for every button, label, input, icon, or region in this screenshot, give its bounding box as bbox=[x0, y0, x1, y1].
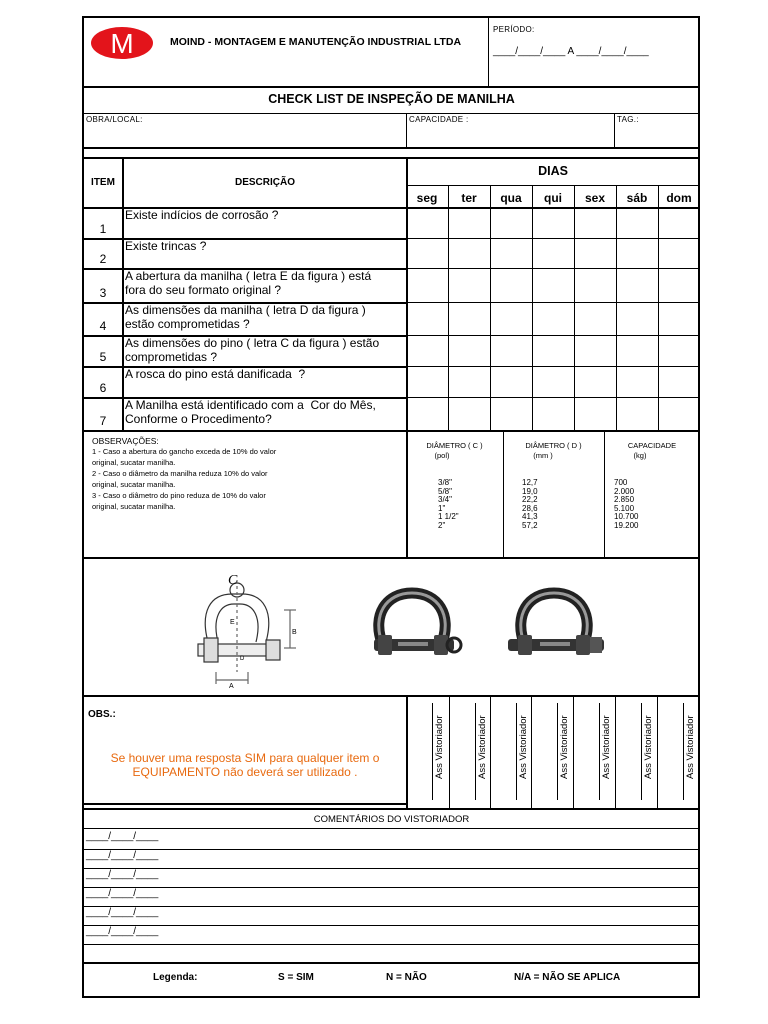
signature-label: Ass Vistoriador bbox=[643, 715, 654, 779]
item-description: As dimensões da manilha ( letra D da figura ) estão comprometidas ? bbox=[125, 303, 366, 331]
day-header-2: qua bbox=[500, 191, 522, 205]
signature-label: Ass Vistoriador bbox=[685, 715, 696, 779]
check-cell[interactable] bbox=[407, 239, 447, 267]
item-description: As dimensões do pino ( letra C da figura ) estão comprometidas ? bbox=[125, 336, 380, 364]
signature-field[interactable] bbox=[659, 700, 681, 800]
comment-date[interactable]: ____/____/____ bbox=[86, 831, 159, 842]
check-cell[interactable] bbox=[533, 269, 573, 301]
svg-text:D: D bbox=[240, 656, 245, 662]
check-cell[interactable] bbox=[407, 398, 447, 429]
spec-value: 22,2 bbox=[522, 495, 538, 504]
check-cell[interactable] bbox=[491, 336, 531, 365]
spec-value: 41,3 bbox=[522, 512, 538, 521]
comment-date[interactable]: ____/____/____ bbox=[86, 850, 159, 861]
signature-label: Ass Vistoriador bbox=[477, 715, 488, 779]
check-cell[interactable] bbox=[533, 336, 573, 365]
check-cell[interactable] bbox=[575, 367, 615, 396]
check-cell[interactable] bbox=[617, 398, 657, 429]
signature-label: Ass Vistoriador bbox=[601, 715, 612, 779]
comment-date[interactable]: ____/____/____ bbox=[86, 926, 159, 937]
period-label: PERÍODO: bbox=[493, 25, 535, 34]
check-cell[interactable] bbox=[575, 208, 615, 237]
spec-col3-header: CAPACIDADE bbox=[627, 441, 677, 450]
item-number: 5 bbox=[99, 350, 107, 364]
observation-line: 1 - Caso a abertura do gancho exceda de 10% do valor bbox=[92, 447, 277, 456]
svg-text:C: C bbox=[228, 573, 238, 588]
check-cell[interactable] bbox=[449, 269, 489, 301]
check-cell[interactable] bbox=[491, 398, 531, 429]
item-description: A rosca do pino está danificada ? bbox=[125, 367, 306, 381]
check-cell[interactable] bbox=[407, 336, 447, 365]
spec-value: 57,2 bbox=[522, 520, 538, 530]
check-cell[interactable] bbox=[449, 398, 489, 429]
check-cell[interactable] bbox=[575, 239, 615, 267]
check-cell[interactable] bbox=[617, 303, 657, 334]
spec-value: 19,0 bbox=[522, 486, 538, 496]
obra-local-label: OBRA/LOCAL: bbox=[86, 115, 143, 124]
svg-text:E: E bbox=[230, 619, 235, 626]
comment-date[interactable]: ____/____/____ bbox=[86, 869, 159, 880]
check-cell[interactable] bbox=[491, 367, 531, 396]
item-description: Existe indícios de corrosão ? bbox=[125, 208, 279, 222]
legend-nao: N = NÃO bbox=[386, 972, 427, 983]
svg-text:A: A bbox=[229, 683, 234, 690]
observation-line: original, sucatar manilha. bbox=[92, 480, 176, 489]
check-cell[interactable] bbox=[491, 208, 531, 237]
signature-field[interactable] bbox=[617, 700, 639, 800]
observation-line: 2 - Caso o diâmetro da manilha reduza 10% do valor bbox=[92, 469, 268, 478]
signature-label: Ass Vistoriador bbox=[559, 715, 570, 779]
spec-value: 3/8" bbox=[438, 478, 452, 487]
check-cell[interactable] bbox=[659, 303, 699, 334]
check-cell[interactable] bbox=[533, 398, 573, 429]
signature-label: Ass Vistoriador bbox=[518, 715, 529, 779]
check-cell[interactable] bbox=[575, 336, 615, 365]
item-description: A Manilha está identificado com a Cor do Mês, Conforme o Procedimento? bbox=[125, 398, 376, 426]
warning-line-2: EQUIPAMENTO não deverá ser utilizado . bbox=[132, 765, 358, 779]
day-header-6: dom bbox=[666, 191, 692, 205]
day-header-5: sáb bbox=[626, 191, 648, 205]
spec-value: 2.850 bbox=[614, 495, 635, 504]
check-cell[interactable] bbox=[449, 208, 489, 237]
company-logo bbox=[90, 26, 154, 60]
check-cell[interactable] bbox=[617, 208, 657, 237]
item-number: 4 bbox=[99, 319, 107, 333]
period-value[interactable]: ____/____/____ A ____/____/____ bbox=[493, 46, 649, 57]
check-cell[interactable] bbox=[575, 398, 615, 429]
check-cell[interactable] bbox=[575, 269, 615, 301]
page-title: CHECK LIST DE INSPEÇÃO DE MANILHA bbox=[268, 92, 515, 106]
check-cell[interactable] bbox=[617, 336, 657, 365]
item-number: 6 bbox=[99, 381, 107, 395]
signature-field[interactable] bbox=[492, 700, 514, 800]
spec-value: 10.700 bbox=[614, 512, 639, 521]
observation-line: 3 - Caso o diâmetro do pino reduza de 10% do valor bbox=[92, 491, 266, 500]
check-cell[interactable] bbox=[659, 239, 699, 267]
spec-value: 19.200 bbox=[614, 520, 639, 530]
spec-value: 28,6 bbox=[522, 503, 538, 513]
item-number: 7 bbox=[99, 414, 107, 428]
check-cell[interactable] bbox=[659, 336, 699, 365]
check-cell[interactable] bbox=[659, 398, 699, 429]
legend-sim: S = SIM bbox=[278, 972, 314, 983]
item-number: 1 bbox=[99, 222, 107, 236]
item-header: ITEM bbox=[91, 177, 115, 188]
legend-label: Legenda: bbox=[153, 972, 198, 983]
check-cell[interactable] bbox=[659, 367, 699, 396]
spec-value: 3/4" bbox=[438, 495, 452, 504]
comment-date[interactable]: ____/____/____ bbox=[86, 907, 159, 918]
check-cell[interactable] bbox=[491, 303, 531, 334]
check-cell[interactable] bbox=[407, 367, 447, 396]
day-header-0: seg bbox=[416, 191, 438, 205]
shackle-photo-1 bbox=[368, 585, 468, 665]
signature-field[interactable] bbox=[451, 700, 473, 800]
check-cell[interactable] bbox=[491, 269, 531, 301]
tag-label: TAG.: bbox=[617, 115, 639, 124]
check-cell[interactable] bbox=[449, 367, 489, 396]
check-cell[interactable] bbox=[491, 239, 531, 267]
observations-title: OBSERVAÇÕES: bbox=[92, 436, 159, 446]
shackle-photo-2 bbox=[506, 585, 606, 665]
check-cell[interactable] bbox=[407, 303, 447, 334]
spec-value: 2.000 bbox=[614, 486, 635, 496]
legend-na: N/A = NÃO SE APLICA bbox=[514, 972, 621, 983]
comments-title: COMENTÁRIOS DO VISTORIADOR bbox=[313, 814, 470, 825]
company-name: MOIND - MONTAGEM E MANUTENÇÃO INDUSTRIAL LTDA bbox=[170, 36, 462, 48]
check-cell[interactable] bbox=[407, 269, 447, 301]
obs-label: OBS.: bbox=[88, 709, 116, 720]
signature-field[interactable] bbox=[533, 700, 555, 800]
day-header-4: sex bbox=[584, 191, 606, 205]
spec-value: 5.100 bbox=[614, 503, 635, 513]
spec-col2-unit: (mm ) bbox=[533, 451, 553, 460]
spec-value: 12,7 bbox=[522, 478, 538, 487]
day-header-3: qui bbox=[544, 191, 562, 205]
observation-line: original, sucatar manilha. bbox=[92, 458, 176, 467]
warning-line-1: Se houver uma resposta SIM para qualquer item o bbox=[110, 751, 380, 765]
check-cell[interactable] bbox=[449, 336, 489, 365]
spec-col1-header: DIÂMETRO ( C ) bbox=[426, 441, 483, 450]
observation-line: original, sucatar manilha. bbox=[92, 502, 176, 511]
signature-field[interactable] bbox=[575, 700, 597, 800]
item-number: 3 bbox=[99, 286, 107, 300]
dias-header: DIAS bbox=[538, 164, 568, 178]
check-cell[interactable] bbox=[449, 303, 489, 334]
spec-col1-unit: (pol) bbox=[434, 451, 450, 460]
shackle-dimension-diagram bbox=[180, 572, 320, 690]
capacidade-label: CAPACIDADE : bbox=[409, 115, 469, 124]
item-number: 2 bbox=[99, 252, 107, 266]
spec-value: 2" bbox=[438, 520, 446, 530]
day-header-1: ter bbox=[461, 191, 477, 205]
check-cell[interactable] bbox=[533, 303, 573, 334]
check-cell[interactable] bbox=[617, 269, 657, 301]
spec-value: 1" bbox=[438, 503, 446, 513]
description-header: DESCRIÇÃO bbox=[234, 177, 295, 188]
check-cell[interactable] bbox=[533, 208, 573, 237]
check-cell[interactable] bbox=[659, 208, 699, 237]
check-cell[interactable] bbox=[617, 367, 657, 396]
spec-value: 1 1/2" bbox=[438, 512, 459, 521]
check-cell[interactable] bbox=[533, 367, 573, 396]
svg-text:M: M bbox=[110, 28, 134, 59]
item-description: Existe trincas ? bbox=[125, 239, 207, 253]
check-cell[interactable] bbox=[659, 269, 699, 301]
signature-label: Ass Vistoriador bbox=[434, 715, 445, 779]
item-description: A abertura da manilha ( letra E da figura ) está fora do seu formato original ? bbox=[125, 269, 372, 297]
check-cell[interactable] bbox=[449, 239, 489, 267]
spec-col2-header: DIÂMETRO ( D ) bbox=[525, 441, 582, 450]
comment-date[interactable]: ____/____/____ bbox=[86, 888, 159, 899]
check-cell[interactable] bbox=[617, 239, 657, 267]
spec-value: 700 bbox=[614, 478, 628, 487]
check-cell[interactable] bbox=[533, 239, 573, 267]
check-cell[interactable] bbox=[407, 208, 447, 237]
check-cell[interactable] bbox=[575, 303, 615, 334]
signature-field[interactable] bbox=[408, 700, 430, 800]
spec-col3-unit: (kg) bbox=[633, 451, 647, 460]
svg-text:B: B bbox=[292, 629, 297, 636]
spec-value: 5/8" bbox=[438, 486, 452, 496]
